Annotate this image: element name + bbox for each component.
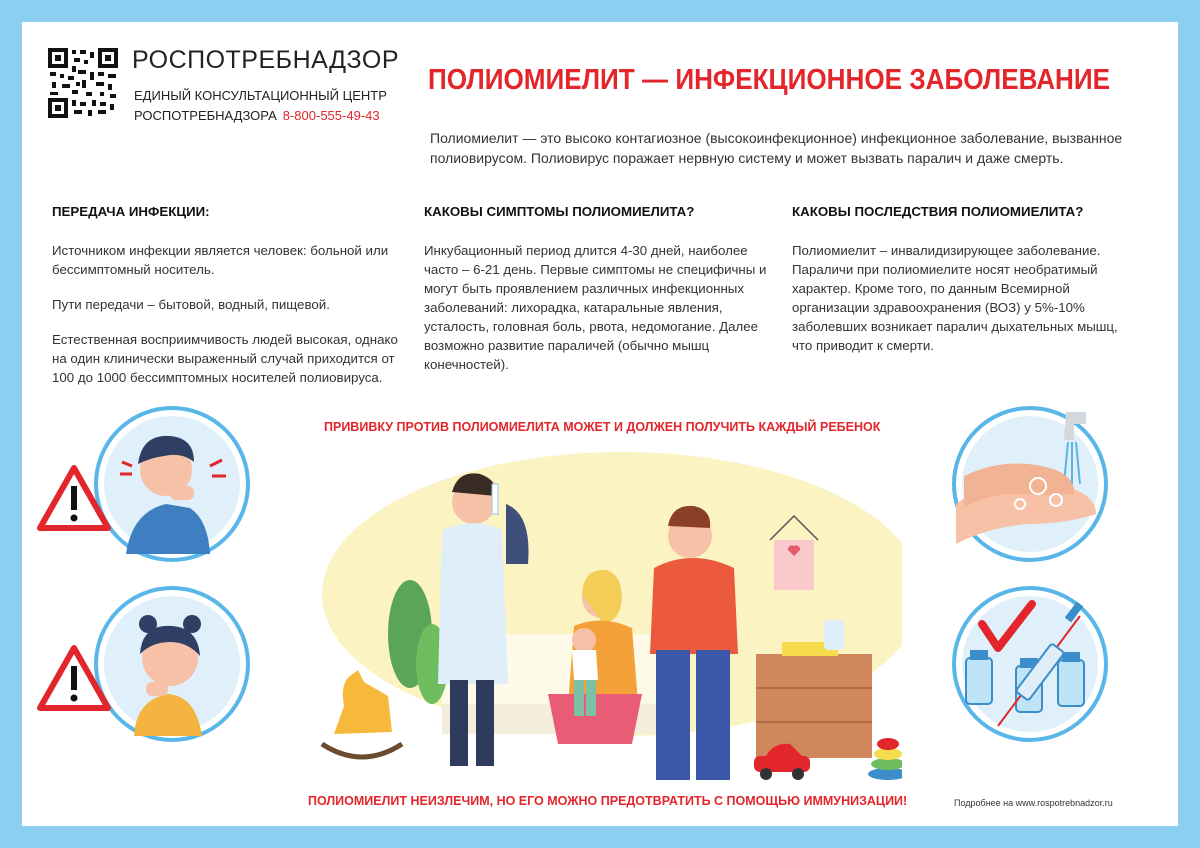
- poster: [22, 22, 1178, 826]
- column-symptoms: [424, 202, 774, 390]
- vaccination-slogan: ПРИВИВКУ ПРОТИВ ПОЛИОМИЕЛИТА МОЖЕТ И ДОЛЖЕН ПОЛУЧИТЬ КАЖДЫЙ РЕБЕНОК: [324, 420, 881, 434]
- hand-washing-illustration: [946, 404, 1110, 564]
- warning-triangle-icon: [36, 644, 112, 712]
- ring-stacker-icon: [868, 738, 902, 780]
- column-paragraph: Инкубационный период длится 4-30 дней, наиболее часто – 6-21 день. Первые симптомы не специфичны и могут быть проявлением различных инфекционных заболеваний: лихорадка, катаральные явления, усталость, головная боль, рвота, недомогание. Далее возможно развитие параличей (обычно мышц конечностей).: [424, 243, 767, 372]
- hotline-phone[interactable]: 8-800-555-49-43: [282, 108, 380, 123]
- warning-triangle-icon: [36, 464, 112, 532]
- column-paragraph: Источником инфекции является человек: больной или бессимптомный носитель.: [52, 243, 389, 277]
- column-consequences: [792, 202, 1122, 371]
- column-paragraph: Естественная восприимчивость людей высокая, однако на один клинически выраженный случай приходится от 100 до 1000 бессимптомных носителей полиовируса.: [52, 332, 398, 385]
- consult-center-line2: [134, 108, 380, 123]
- column-paragraph: Пути передачи – бытовой, водный, пищевой.: [52, 297, 330, 312]
- coughing-boy-illustration: [92, 404, 252, 564]
- consult-center-line2-text: РОСПОТРЕБНАДЗОРА: [134, 108, 277, 123]
- intro-text: Полиомиелит — это высоко контагиозное (высокоинфекционное) инфекционное заболевание, вызванное полиовирусом. Полиовирус поражает нервную систему и может вызвать паралич и даже смерть.: [430, 130, 1123, 166]
- org-name: РОСПОТРЕБНАДЗОР: [132, 46, 399, 74]
- main-title: ПОЛИОМИЕЛИТ — ИНФЕКЦИОННОЕ ЗАБОЛЕВАНИЕ: [428, 64, 1111, 96]
- consult-center-line1: ЕДИНЫЙ КОНСУЛЬТАЦИОННЫЙ ЦЕНТР: [134, 88, 387, 103]
- bottom-slogan: ПОЛИОМИЕЛИТ НЕИЗЛЕЧИМ, НО ЕГО МОЖНО ПРЕДОТВРАТИТЬ С ПОМОЩЬЮ ИММУНИЗАЦИИ!: [308, 794, 908, 808]
- column-heading: КАКОВЫ СИМПТОМЫ ПОЛИОМИЕЛИТА?: [424, 204, 695, 219]
- vaccine-illustration: [946, 584, 1110, 744]
- more-info-link[interactable]: Подробнее на www.rospotrebnadzor.ru: [954, 798, 1113, 808]
- qr-code-icon: [48, 48, 118, 118]
- column-paragraph: Полиомиелит – инвалидизирующее заболевание. Параличи при полиомиелите носят необратимый характер. Кроме того, по данным Всемирной организации здравоохранения (ВОЗ) у 5%-10% заболевших возникает паралич дыхательных мышц, что приводит к смерти.: [792, 243, 1118, 353]
- column-transmission: [52, 202, 402, 403]
- column-heading: ПЕРЕДАЧА ИНФЕКЦИИ:: [52, 204, 210, 219]
- vaccination-scene-illustration: [292, 444, 902, 784]
- sneezing-girl-illustration: [92, 584, 252, 744]
- column-heading: КАКОВЫ ПОСЛЕДСТВИЯ ПОЛИОМИЕЛИТА?: [792, 204, 1084, 219]
